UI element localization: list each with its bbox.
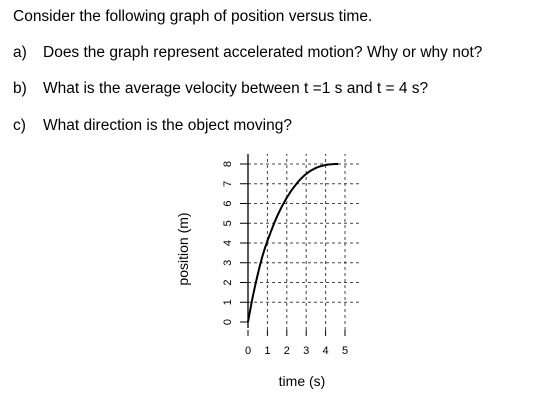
y-tick-label-3: 3 [222, 259, 234, 266]
question-a-text: Does the graph represent accelerated motion? Why or why not? [43, 44, 483, 61]
question-b-letter: b) [13, 80, 27, 97]
y-tick-label-5: 5 [222, 220, 234, 227]
x-tick-label-2: 2 [283, 345, 290, 357]
question-a-letter: a) [13, 44, 27, 61]
x-axis-title: time (s) [278, 373, 326, 389]
y-tick-label-2: 2 [222, 279, 234, 286]
x-tick-label-5: 5 [341, 345, 349, 357]
y-tick-label-4: 4 [222, 239, 234, 247]
chart-grid [248, 154, 362, 330]
y-tick-label-6: 6 [222, 200, 234, 207]
question-b-text: What is the average velocity between t =1 s and t = 4 s? [43, 80, 429, 97]
y-tick-label-1: 1 [222, 299, 234, 306]
chart-axes [240, 154, 345, 336]
x-tick-label-0: 0 [244, 345, 252, 357]
question-c-letter: c) [13, 117, 26, 134]
y-tick-labels [222, 161, 234, 325]
x-tick-label-1: 1 [264, 345, 271, 357]
x-tick-label-3: 3 [303, 345, 310, 357]
x-tick-label-4: 4 [322, 345, 329, 357]
y-axis-title: position (m) [175, 212, 191, 286]
y-tick-label-0: 0 [222, 318, 234, 326]
y-tick-label-8: 8 [222, 160, 234, 168]
question-c-text: What direction is the object moving? [43, 117, 292, 134]
x-tick-labels [245, 345, 348, 357]
y-tick-label-7: 7 [222, 180, 234, 187]
problem-prompt: Consider the following graph of position versus time. [13, 8, 373, 25]
